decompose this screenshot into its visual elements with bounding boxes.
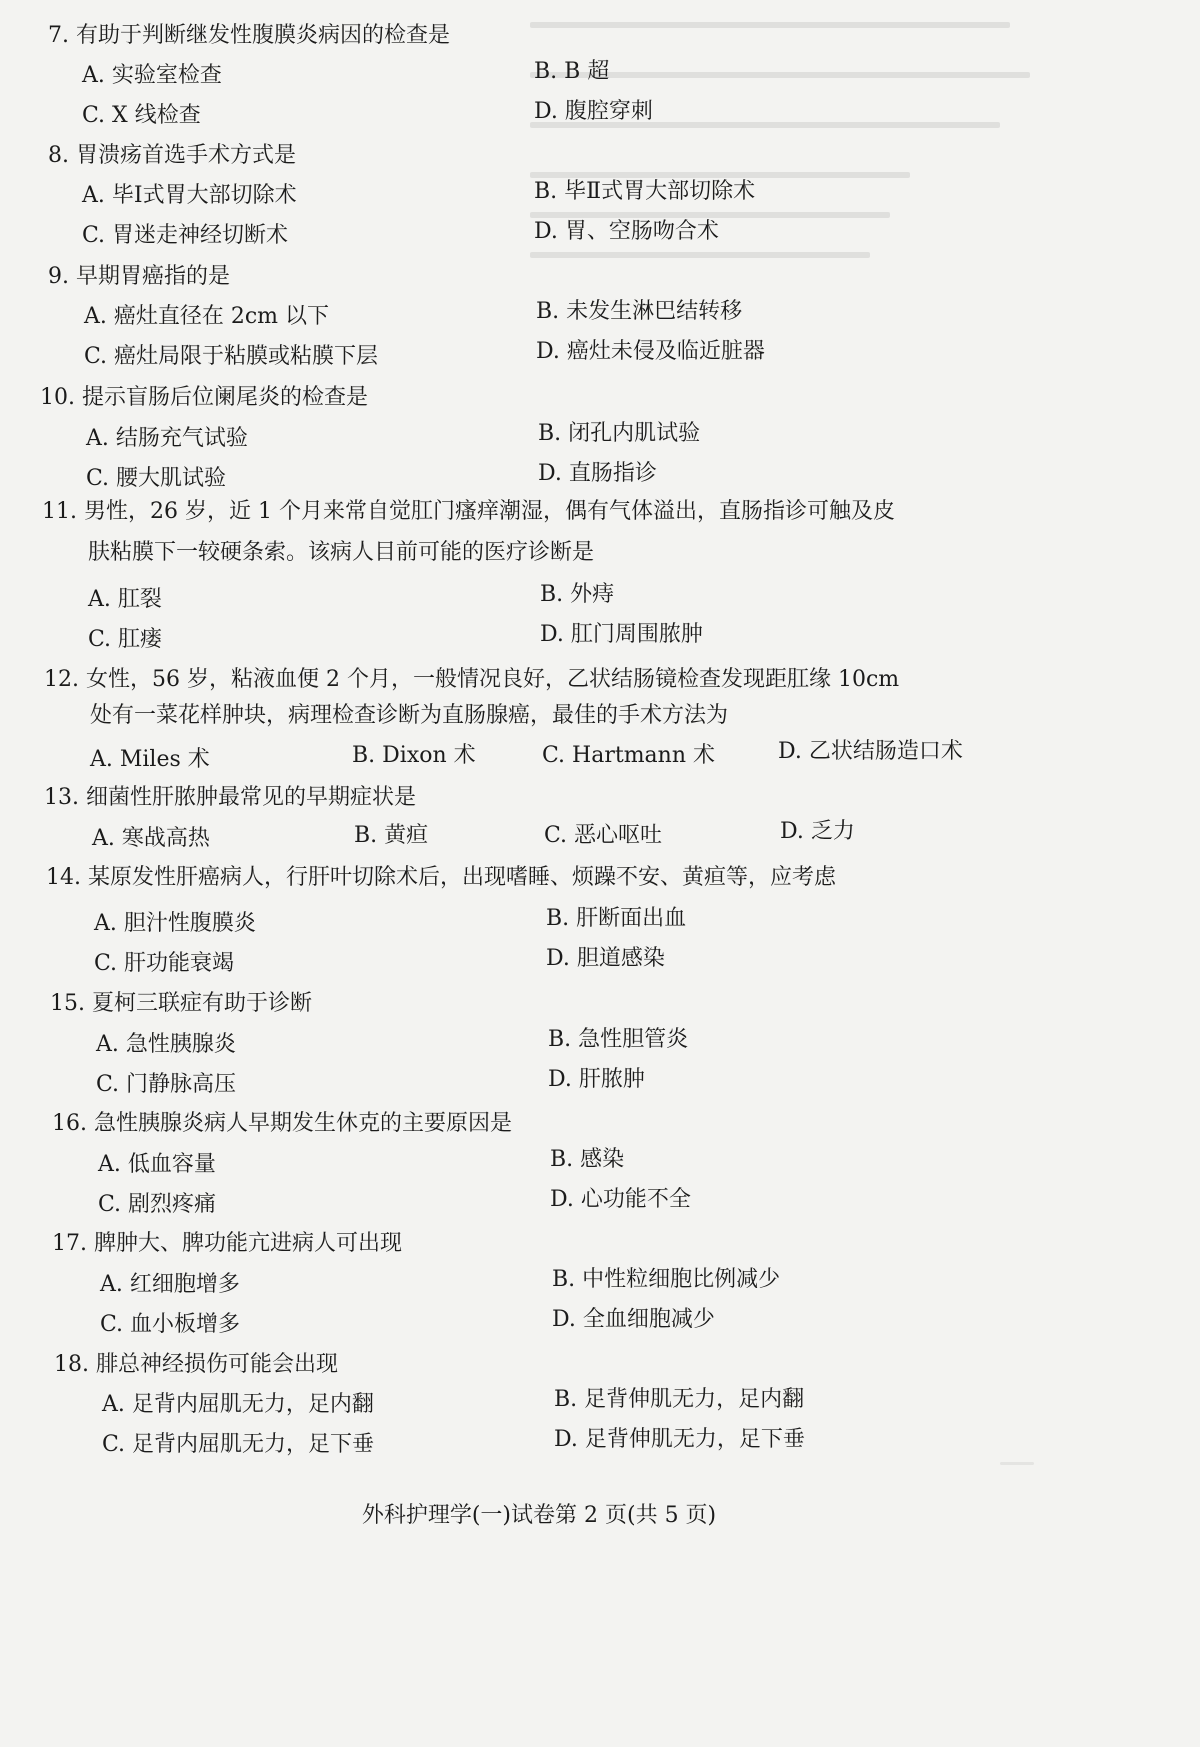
question-stem: 10. 提示盲肠后位阑尾炎的检查是	[40, 385, 369, 410]
option-a: A. 低血容量	[98, 1152, 216, 1177]
question-number: 9.	[48, 264, 69, 289]
option-d: D. 心功能不全	[550, 1187, 691, 1212]
option-d: D. 腹腔穿刺	[534, 99, 653, 124]
question-number: 17.	[52, 1231, 87, 1256]
option-a: A. 红细胞增多	[100, 1272, 240, 1297]
option-b: B. 中性粒细胞比例减少	[552, 1267, 781, 1292]
option-b: B. 感染	[550, 1147, 625, 1172]
option-c: C. 腰大肌试验	[86, 466, 227, 491]
question-stem: 9. 早期胃癌指的是	[48, 264, 231, 289]
option-d: D. 肛门周围脓肿	[540, 622, 703, 647]
question-number: 7.	[48, 23, 69, 48]
option-a: A. 胆汁性腹膜炎	[94, 911, 256, 936]
option-d: D. 全血细胞减少	[552, 1307, 715, 1332]
option-c: C. 肛瘘	[88, 627, 163, 652]
option-c: C. 癌灶局限于粘膜或粘膜下层	[84, 344, 379, 369]
question-stem: 12. 女性，56 岁，粘液血便 2 个月，一般情况良好，乙状结肠镜检查发现距肛缘 10cm	[44, 667, 900, 692]
option-c: C. X 线检查	[82, 103, 201, 128]
question-stem: 7. 有助于判断继发性腹膜炎病因的检查是	[48, 23, 451, 48]
question-stem: 16. 急性胰腺炎病人早期发生休克的主要原因是	[52, 1111, 513, 1136]
question-stem: 15. 夏柯三联症有助于诊断	[50, 991, 313, 1016]
option-c: C. 肝功能衰竭	[94, 951, 235, 976]
option-a: A. Miles 术	[90, 747, 210, 772]
option-b: B. 外痔	[540, 582, 615, 607]
option-b: B. Dixon 术	[352, 743, 476, 768]
question-stem: 17. 脾肿大、脾功能亢进病人可出现	[52, 1231, 403, 1256]
option-a: A. 毕Ⅰ式胃大部切除术	[82, 183, 297, 208]
option-a: A. 结肠充气试验	[86, 426, 248, 451]
option-c: C. 门静脉高压	[96, 1072, 237, 1097]
question-number: 15.	[50, 991, 85, 1016]
option-d: D. 胃、空肠吻合术	[534, 219, 719, 244]
question-number: 18.	[54, 1352, 89, 1377]
option-a: A. 急性胰腺炎	[96, 1032, 236, 1057]
option-c: C. 恶心呕吐	[544, 823, 663, 848]
question-stem: 18. 腓总神经损伤可能会出现	[54, 1352, 339, 1377]
option-a: A. 足背内屈肌无力，足内翻	[102, 1392, 374, 1417]
option-b: B. B 超	[534, 59, 610, 84]
option-d: D. 肝脓肿	[548, 1067, 645, 1092]
option-c: C. 剧烈疼痛	[98, 1192, 217, 1217]
question-stem: 14. 某原发性肝癌病人，行肝叶切除术后，出现嗜睡、烦躁不安、黄疸等，应考虑	[46, 865, 837, 890]
question-stem-continued: 肤粘膜下一较硬条索。该病人目前可能的医疗诊断是	[88, 540, 595, 565]
option-d: D. 胆道感染	[546, 946, 665, 971]
question-stem: 11. 男性，26 岁，近 1 个月来常自觉肛门瘙痒潮湿，偶有气体溢出，直肠指诊可触及皮	[42, 499, 895, 524]
question-number: 13.	[44, 785, 79, 810]
question-number: 11.	[42, 499, 77, 524]
option-a: A. 癌灶直径在 2cm 以下	[84, 304, 330, 329]
question-number: 14.	[46, 865, 81, 890]
page-footer: 外科护理学(一)试卷第 2 页(共 5 页)	[361, 1503, 717, 1528]
question-number: 8.	[48, 143, 69, 168]
option-b: B. 未发生淋巴结转移	[536, 299, 743, 324]
question-stem: 8. 胃溃疡首选手术方式是	[48, 143, 297, 168]
option-a: A. 肛裂	[88, 587, 162, 612]
question-number: 16.	[52, 1111, 87, 1136]
option-d: D. 乙状结肠造口术	[778, 739, 963, 764]
option-b: B. 急性胆管炎	[548, 1027, 689, 1052]
question-stem: 13. 细菌性肝脓肿最常见的早期症状是	[44, 785, 417, 810]
option-c: C. 血小板增多	[100, 1312, 241, 1337]
option-d: D. 癌灶未侵及临近脏器	[536, 339, 765, 364]
option-d: D. 乏力	[780, 819, 855, 844]
option-c: C. 足背内屈肌无力，足下垂	[102, 1432, 375, 1457]
option-b: B. 毕Ⅱ式胃大部切除术	[534, 179, 756, 204]
question-stem-continued: 处有一菜花样肿块，病理检查诊断为直肠腺癌，最佳的手术方法为	[90, 703, 729, 728]
option-d: D. 足背伸肌无力，足下垂	[554, 1427, 805, 1452]
question-number: 12.	[44, 667, 79, 692]
option-c: C. 胃迷走神经切断术	[82, 223, 289, 248]
question-number: 10.	[40, 385, 75, 410]
option-b: B. 闭孔内肌试验	[538, 421, 701, 446]
option-b: B. 肝断面出血	[546, 906, 687, 931]
option-a: A. 实验室检查	[82, 63, 222, 88]
scan-mark	[1000, 1462, 1034, 1465]
option-d: D. 直肠指诊	[538, 461, 657, 486]
option-c: C. Hartmann 术	[542, 743, 716, 768]
option-b: B. 足背伸肌无力，足内翻	[554, 1387, 805, 1412]
option-a: A. 寒战高热	[92, 826, 210, 851]
option-b: B. 黄疸	[354, 823, 429, 848]
